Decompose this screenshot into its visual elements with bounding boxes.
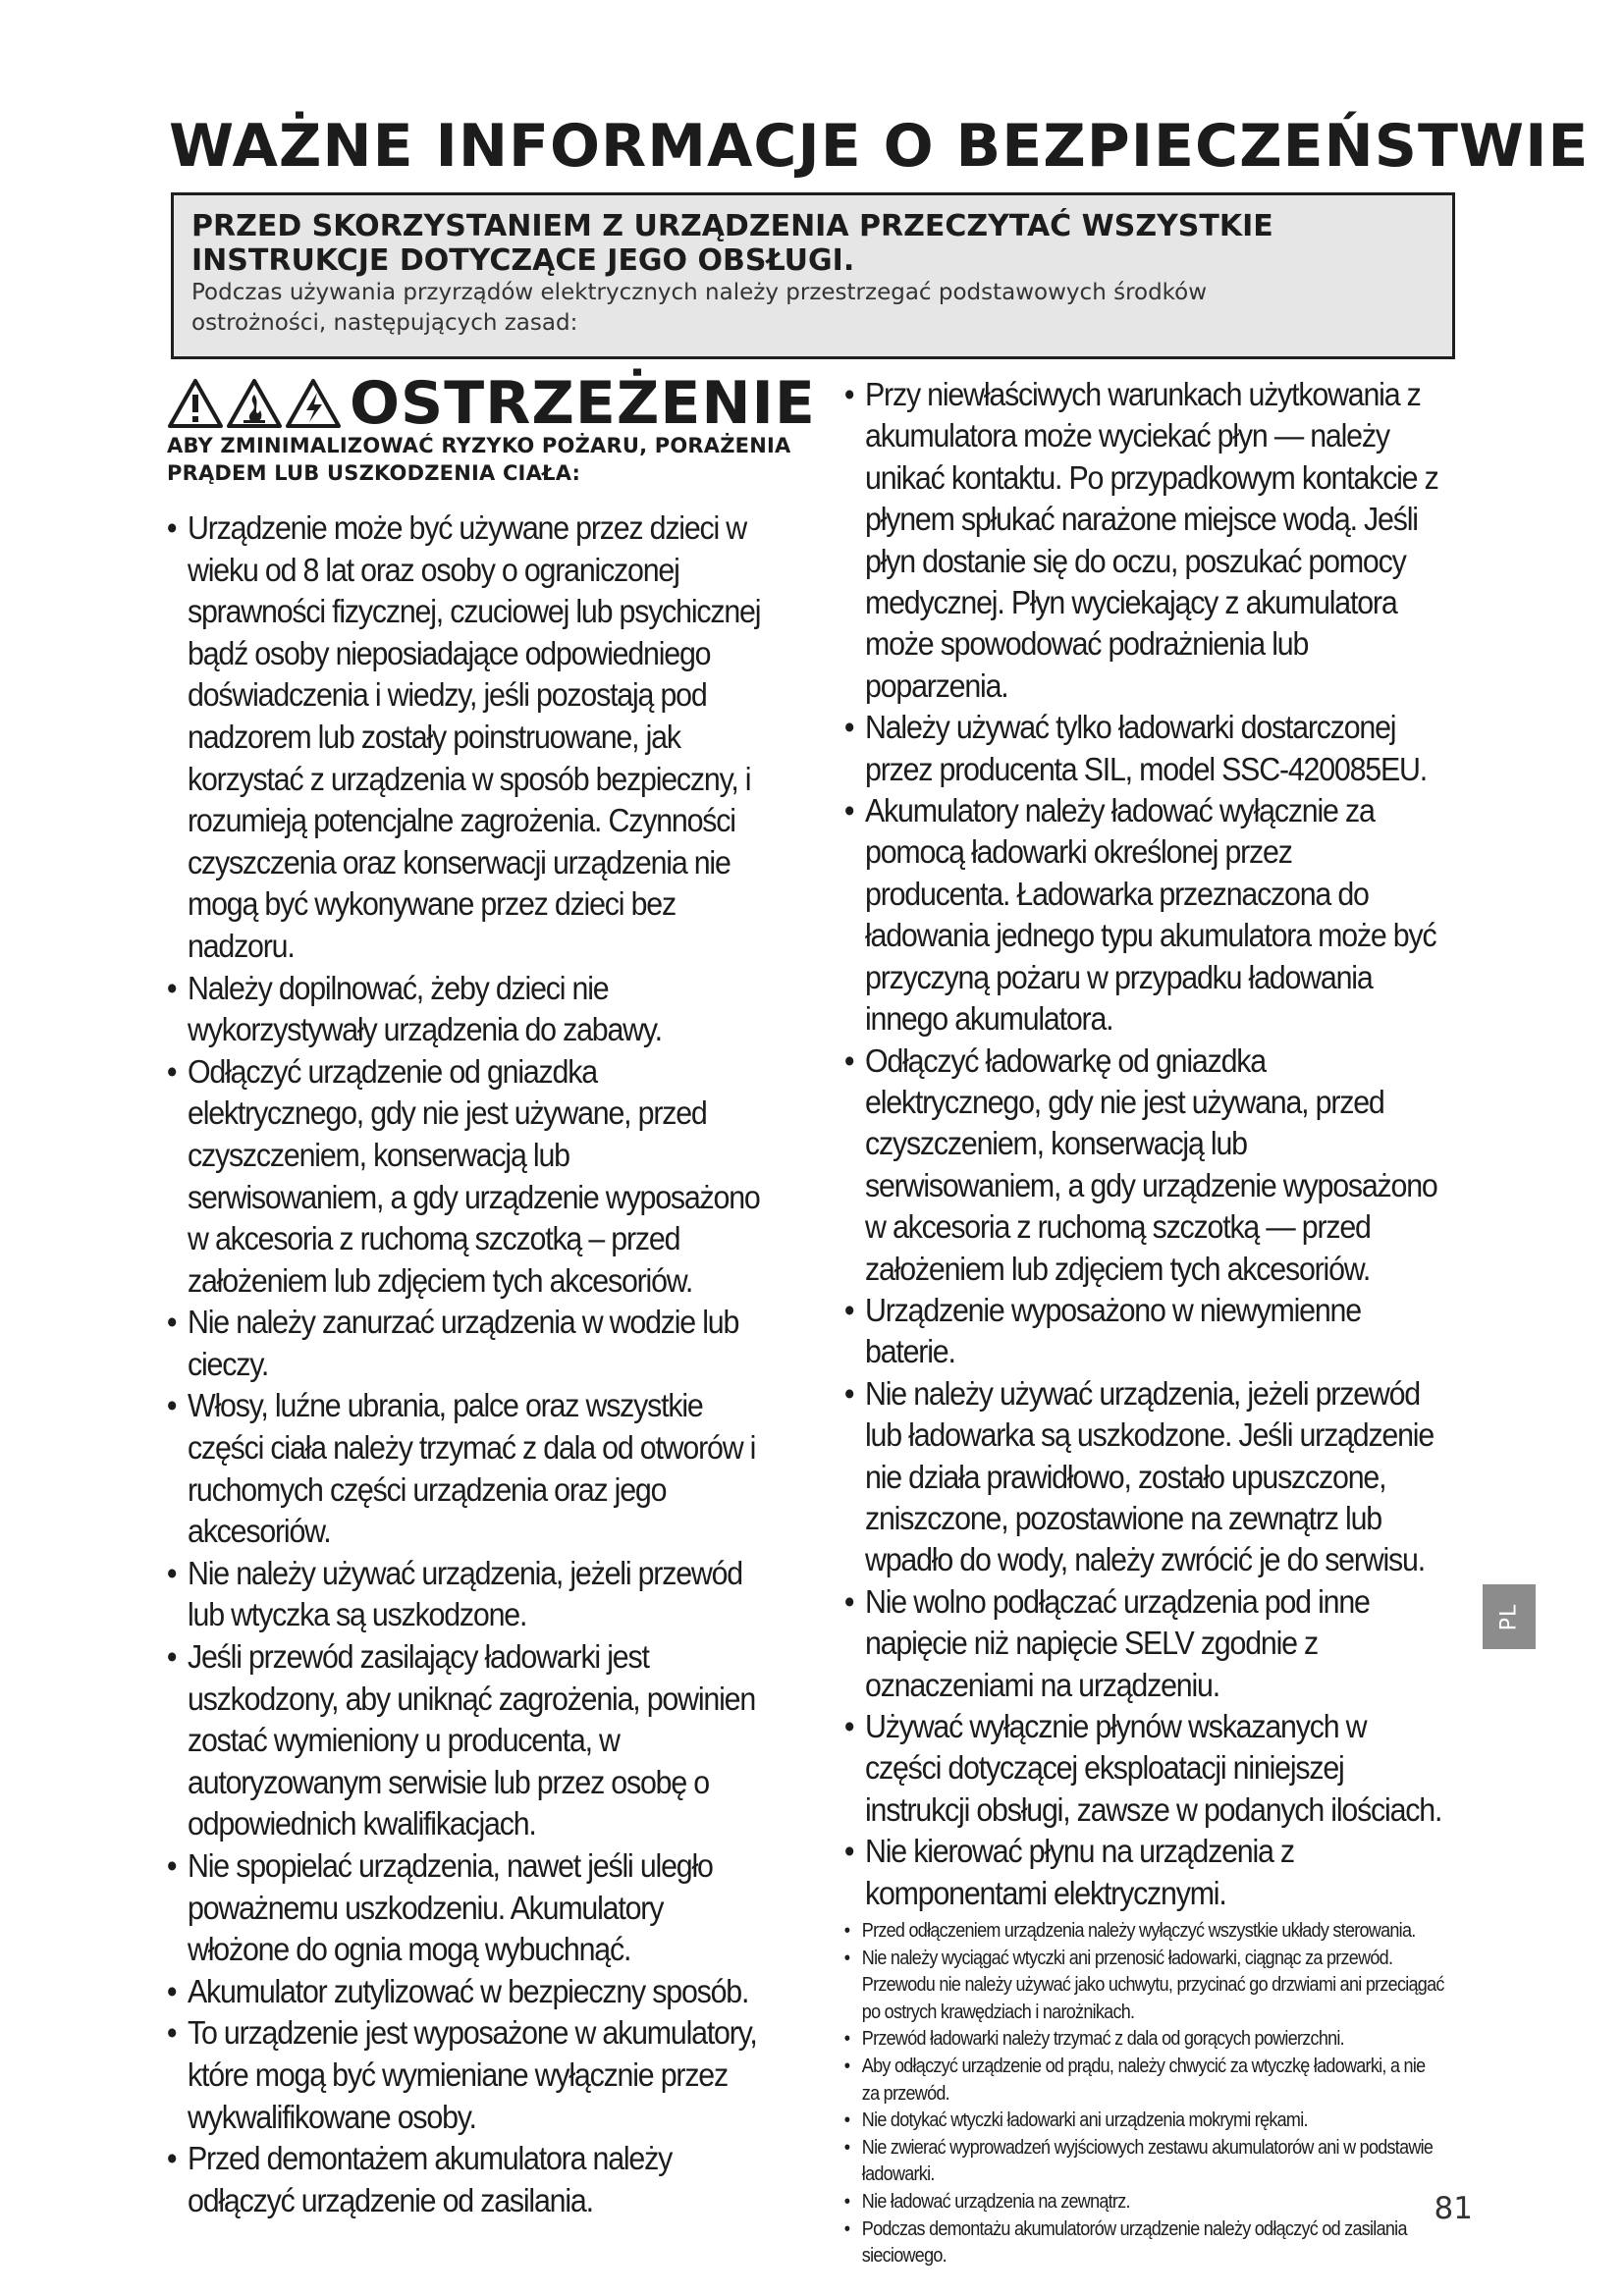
warning-title: OSTRZEŻENIE <box>350 369 816 438</box>
small-list-item: • Nie należy wyciągać wtyczki ani przenosić ładowarki, ciągnąc za przewód. Przewodu nie należy używać jako uchwytu, przycinać go drzwiami ani przeciągać po ostrych krawędziach i narożnikach. <box>842 1946 1445 2027</box>
list-item: • Należy dopilnować, żeby dzieci nie wykorzystywały urządzenia do zabawy. <box>165 968 766 1051</box>
list-item: • Akumulatory należy ładować wyłącznie za pomocą ładowarki określonej przez producenta. Ładowarka przeznaczona do ładowania jednego typu akumulatora może być przyczyną pożaru w przypadku ładowania innego akumulatora. <box>842 790 1443 1040</box>
intro-heading <box>191 209 1435 278</box>
list-item: • Nie spopielać urządzenia, nawet jeśli uległo poważnemu uszkodzeniu. Akumulatory włożone do ognia mogą wybuchnąć. <box>165 1845 766 1971</box>
list-item: • Akumulator zutylizować w bezpieczny sposób. <box>165 1971 766 2013</box>
small-print-list <box>842 1918 1490 2270</box>
intro-text-line-2: ostrożności, następujących zasad: <box>191 310 578 336</box>
right-column-list <box>842 374 1490 1914</box>
intro-heading-line-2: INSTRUKCJE DOTYCZĄCE JEGO OBSŁUGI. <box>191 243 855 278</box>
language-tab <box>1483 1584 1536 1649</box>
language-tab-label: PL <box>1496 1603 1522 1630</box>
warning-subtitle-line-2: PRĄDEM LUB USZKODZENIA CIAŁA: <box>167 461 581 485</box>
list-item: • Przy niewłaściwych warunkach użytkowania z akumulatora może wyciekać płyn — należy unikać kontaktu. Po przypadkowym kontakcie z płynem spłukać narażone miejsce wodą. Jeśli płyn dostanie się do oczu, poszukać pomocy medycznej. Płyn wyciekający z akumulatora może spowodować podrażnienia lub poparzenia. <box>842 374 1443 707</box>
page-number: 81 <box>1434 2191 1473 2226</box>
intro-heading-line-1: PRZED SKORZYSTANIEM Z URZĄDZENIA PRZECZYTAĆ WSZYSTKIE <box>191 209 1273 243</box>
list-item: • Odłączyć urządzenie od gniazdka elektrycznego, gdy nie jest używane, przed czyszczeniem, konserwacją lub serwisowaniem, a gdy urządzenie wyposażono w akcesoria z ruchomą szczotką – przed założeniem lub zdjęciem tych akcesoriów. <box>165 1051 766 1303</box>
list-item: • Należy używać tylko ładowarki dostarczonej przez producenta SIL, model SSC-420085EU. <box>842 707 1443 790</box>
list-item: • Używać wyłącznie płynów wskazanych w części dotyczącej eksploatacji niniejszej instrukcji obsługi, zawsze w podanych ilościach. <box>842 1706 1443 1831</box>
list-item: • To urządzenie jest wyposażone w akumulatory, które mogą być wymieniane wyłącznie przez wykwalifikowane osoby. <box>165 2012 766 2138</box>
list-item: • Nie należy używać urządzenia, jeżeli przewód lub ładowarka są uszkodzone. Jeśli urządzenie nie działa prawidłowo, zostało upuszczone, zniszczone, pozostawione na zewnątrz lub wpadło do wody, należy zwrócić je do serwisu. <box>842 1373 1443 1581</box>
page-title: WAŻNE INFORMACJE O BEZPIECZEŃSTWIE <box>169 112 1590 181</box>
list-item: • Włosy, luźne ubrania, palce oraz wszystkie części ciała należy trzymać z dala od otworów i ruchomych części urządzenia oraz jego akcesoriów. <box>165 1385 766 1552</box>
intro-text <box>191 278 1435 339</box>
list-item: • Nie należy zanurzać urządzenia w wodzie lub cieczy. <box>165 1302 766 1385</box>
small-list-item: • Aby odłączyć urządzenie od prądu, należy chwycić za wtyczkę ładowarki, a nie za przewód. <box>842 2054 1445 2108</box>
list-item: • Jeśli przewód zasilający ładowarki jest uszkodzony, aby uniknąć zagrożenia, powinien zostać wymieniony u producenta, w autoryzowanym serwisie lub przez osobę o odpowiednich kwalifikacjach. <box>165 1636 766 1845</box>
intro-box <box>171 192 1455 359</box>
fire-hazard-icon <box>226 377 283 430</box>
list-item: • Nie należy używać urządzenia, jeżeli przewód lub wtyczka są uszkodzone. <box>165 1553 766 1636</box>
small-list-item: • Przewód ładowarki należy trzymać z dala od gorących powierzchni. <box>842 2026 1445 2054</box>
warning-subtitle <box>167 432 795 487</box>
list-item: • Przed demontażem akumulatora należy odłączyć urządzenie od zasilania. <box>165 2138 766 2221</box>
small-list-item: • Przed odłączeniem urządzenia należy wyłączyć wszystkie układy sterowania. <box>842 1918 1445 1946</box>
warning-subtitle-line-1: ABY ZMINIMALIZOWAĆ RYZYKO POŻARU, PORAŻENIA <box>167 434 791 457</box>
list-item: • Nie kierować płynu na urządzenia z komponentami elektrycznymi. <box>842 1831 1443 1914</box>
electric-shock-icon <box>285 377 342 430</box>
list-item: • Nie wolno podłączać urządzenia pod inne napięcie niż napięcie SELV zgodnie z oznaczeniami na urządzeniu. <box>842 1581 1443 1706</box>
list-item: • Odłączyć ładowarkę od gniazdka elektrycznego, gdy nie jest używana, przed czyszczeniem, konserwacją lub serwisowaniem, a gdy urządzenie wyposażono w akcesoria z ruchomą szczotką — przed założeniem lub zdjęciem tych akcesoriów. <box>842 1041 1443 1290</box>
right-column <box>842 374 1490 2270</box>
intro-text-line-1: Podczas używania przyrządów elektrycznych należy przestrzegać podstawowych środków <box>191 280 1208 305</box>
small-list-item: • Nie zwierać wyprowadzeń wyjściowych zestawu akumulatorów ani w podstawie ładowarki. <box>842 2135 1445 2189</box>
small-list-item: • Podczas demontażu akumulatorów urządzenie należy odłączyć od zasilania sieciowego. <box>842 2216 1445 2270</box>
left-column-list <box>165 507 813 2221</box>
list-item: • Urządzenie wyposażono w niewymienne baterie. <box>842 1290 1443 1373</box>
small-list-item: • Nie ładować urządzenia na zewnątrz. <box>842 2189 1445 2216</box>
small-list-item: • Nie dotykać wtyczki ładowarki ani urządzenia mokrymi rękami. <box>842 2108 1445 2135</box>
list-item: • Urządzenie może być używane przez dzieci w wieku od 8 lat oraz osoby o ograniczonej sprawności fizycznej, czuciowej lub psychicznej bądź osoby nieposiadające odpowiedniego doświadczenia i wiedzy, jeśli pozostają pod nadzorem lub zostały poinstruowane, jak korzystać z urządzenia w sposób bezpieczny, i rozumieją potencjalne zagrożenia. Czynności czyszczenia oraz konserwacji urządzenia nie mogą być wykonywane przez dzieci bez nadzoru. <box>165 507 766 968</box>
warning-header <box>167 369 816 438</box>
general-warning-icon <box>167 377 224 430</box>
